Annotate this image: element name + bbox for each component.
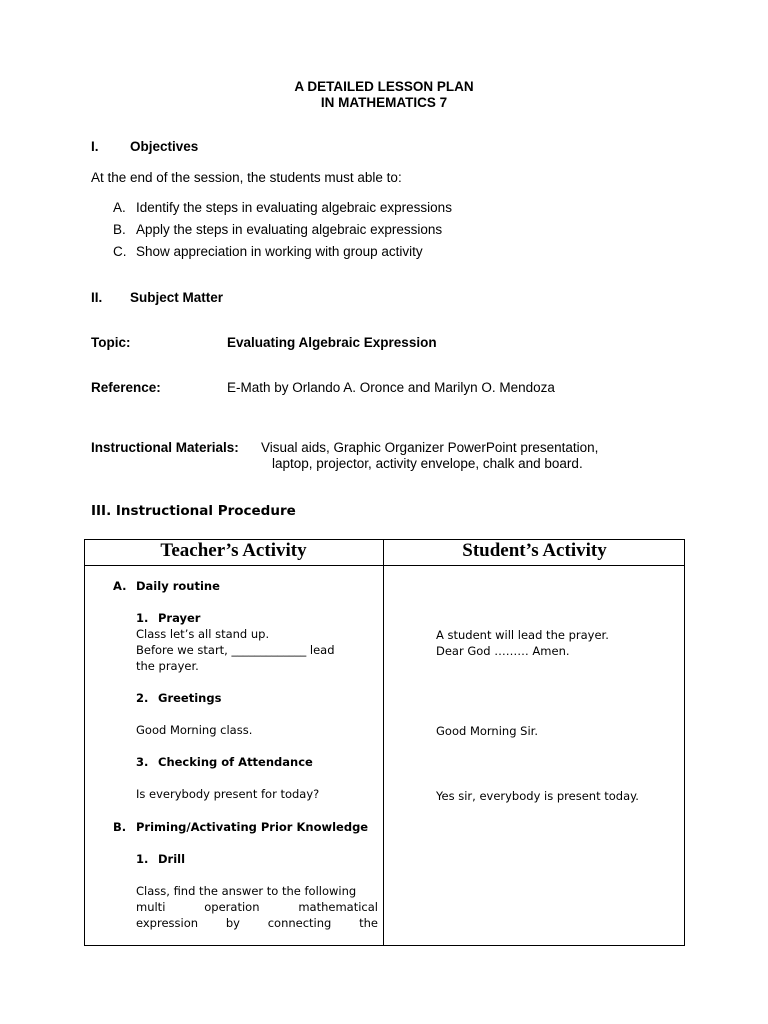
drill-number: 1.: [136, 852, 149, 866]
student-activity-header: Student’s Activity: [462, 540, 607, 561]
objectives-intro: At the end of the session, the students must able to:: [91, 170, 402, 185]
topic-value: Evaluating Algebraic Expression: [227, 335, 437, 350]
teacher-b-letter: B.: [113, 820, 127, 834]
objective-b-letter: B.: [113, 222, 126, 237]
drill-heading: Drill: [158, 852, 186, 866]
topic-label: Topic:: [91, 335, 131, 350]
greetings-number: 2.: [136, 691, 149, 705]
materials-line1: Visual aids, Graphic Organizer PowerPoint presentation,: [261, 440, 599, 455]
drill-line3: expression by connecting the: [136, 916, 378, 930]
attendance-text: Is everybody present for today?: [136, 787, 320, 801]
subject-matter-numeral: II.: [91, 290, 103, 305]
student-attendance: Yes sir, everybody is present today.: [436, 789, 639, 803]
table-column-divider: [383, 539, 384, 946]
reference-label: Reference:: [91, 380, 161, 395]
objectives-numeral: I.: [91, 139, 99, 154]
document-title-line2: IN MATHEMATICS 7: [320, 95, 448, 110]
reference-value: E-Math by Orlando A. Oronce and Marilyn O. Mendoza: [227, 380, 555, 395]
attendance-heading: Checking of Attendance: [158, 755, 313, 769]
student-prayer-line2: Dear God ……… Amen.: [436, 644, 570, 658]
prayer-number: 1.: [136, 611, 149, 625]
drill-line1: Class, find the answer to the following: [136, 884, 357, 898]
drill-line2: multi operation mathematical: [136, 900, 378, 914]
priming-heading: Priming/Activating Prior Knowledge: [136, 820, 369, 834]
student-greeting: Good Morning Sir.: [436, 724, 538, 738]
objective-c-letter: C.: [113, 244, 127, 259]
objective-a-letter: A.: [113, 200, 126, 215]
greetings-heading: Greetings: [158, 691, 222, 705]
student-prayer-line1: A student will lead the prayer.: [436, 628, 609, 642]
objectives-heading: Objectives: [130, 139, 199, 154]
prayer-line1: Class let’s all stand up.: [136, 627, 270, 641]
attendance-number: 3.: [136, 755, 149, 769]
prayer-line2: Before we start, _____________ lead: [136, 643, 335, 657]
objective-c-text: Show appreciation in working with group activity: [136, 244, 423, 259]
materials-line2: laptop, projector, activity envelope, chalk and board.: [272, 456, 583, 471]
greetings-text: Good Morning class.: [136, 723, 253, 737]
teacher-activity-header: Teacher’s Activity: [160, 540, 307, 561]
daily-routine-heading: Daily routine: [136, 579, 220, 593]
prayer-line3: the prayer.: [136, 659, 199, 673]
document-title-line1: A DETAILED LESSON PLAN: [294, 79, 474, 94]
objective-a-text: Identify the steps in evaluating algebraic expressions: [136, 200, 452, 215]
procedure-heading: III. Instructional Procedure: [91, 503, 296, 519]
prayer-heading: Prayer: [158, 611, 201, 625]
materials-label: Instructional Materials:: [91, 440, 239, 455]
table-header-divider: [84, 565, 685, 566]
subject-matter-heading: Subject Matter: [130, 290, 224, 305]
teacher-a-letter: A.: [113, 579, 127, 593]
objective-b-text: Apply the steps in evaluating algebraic expressions: [136, 222, 443, 237]
